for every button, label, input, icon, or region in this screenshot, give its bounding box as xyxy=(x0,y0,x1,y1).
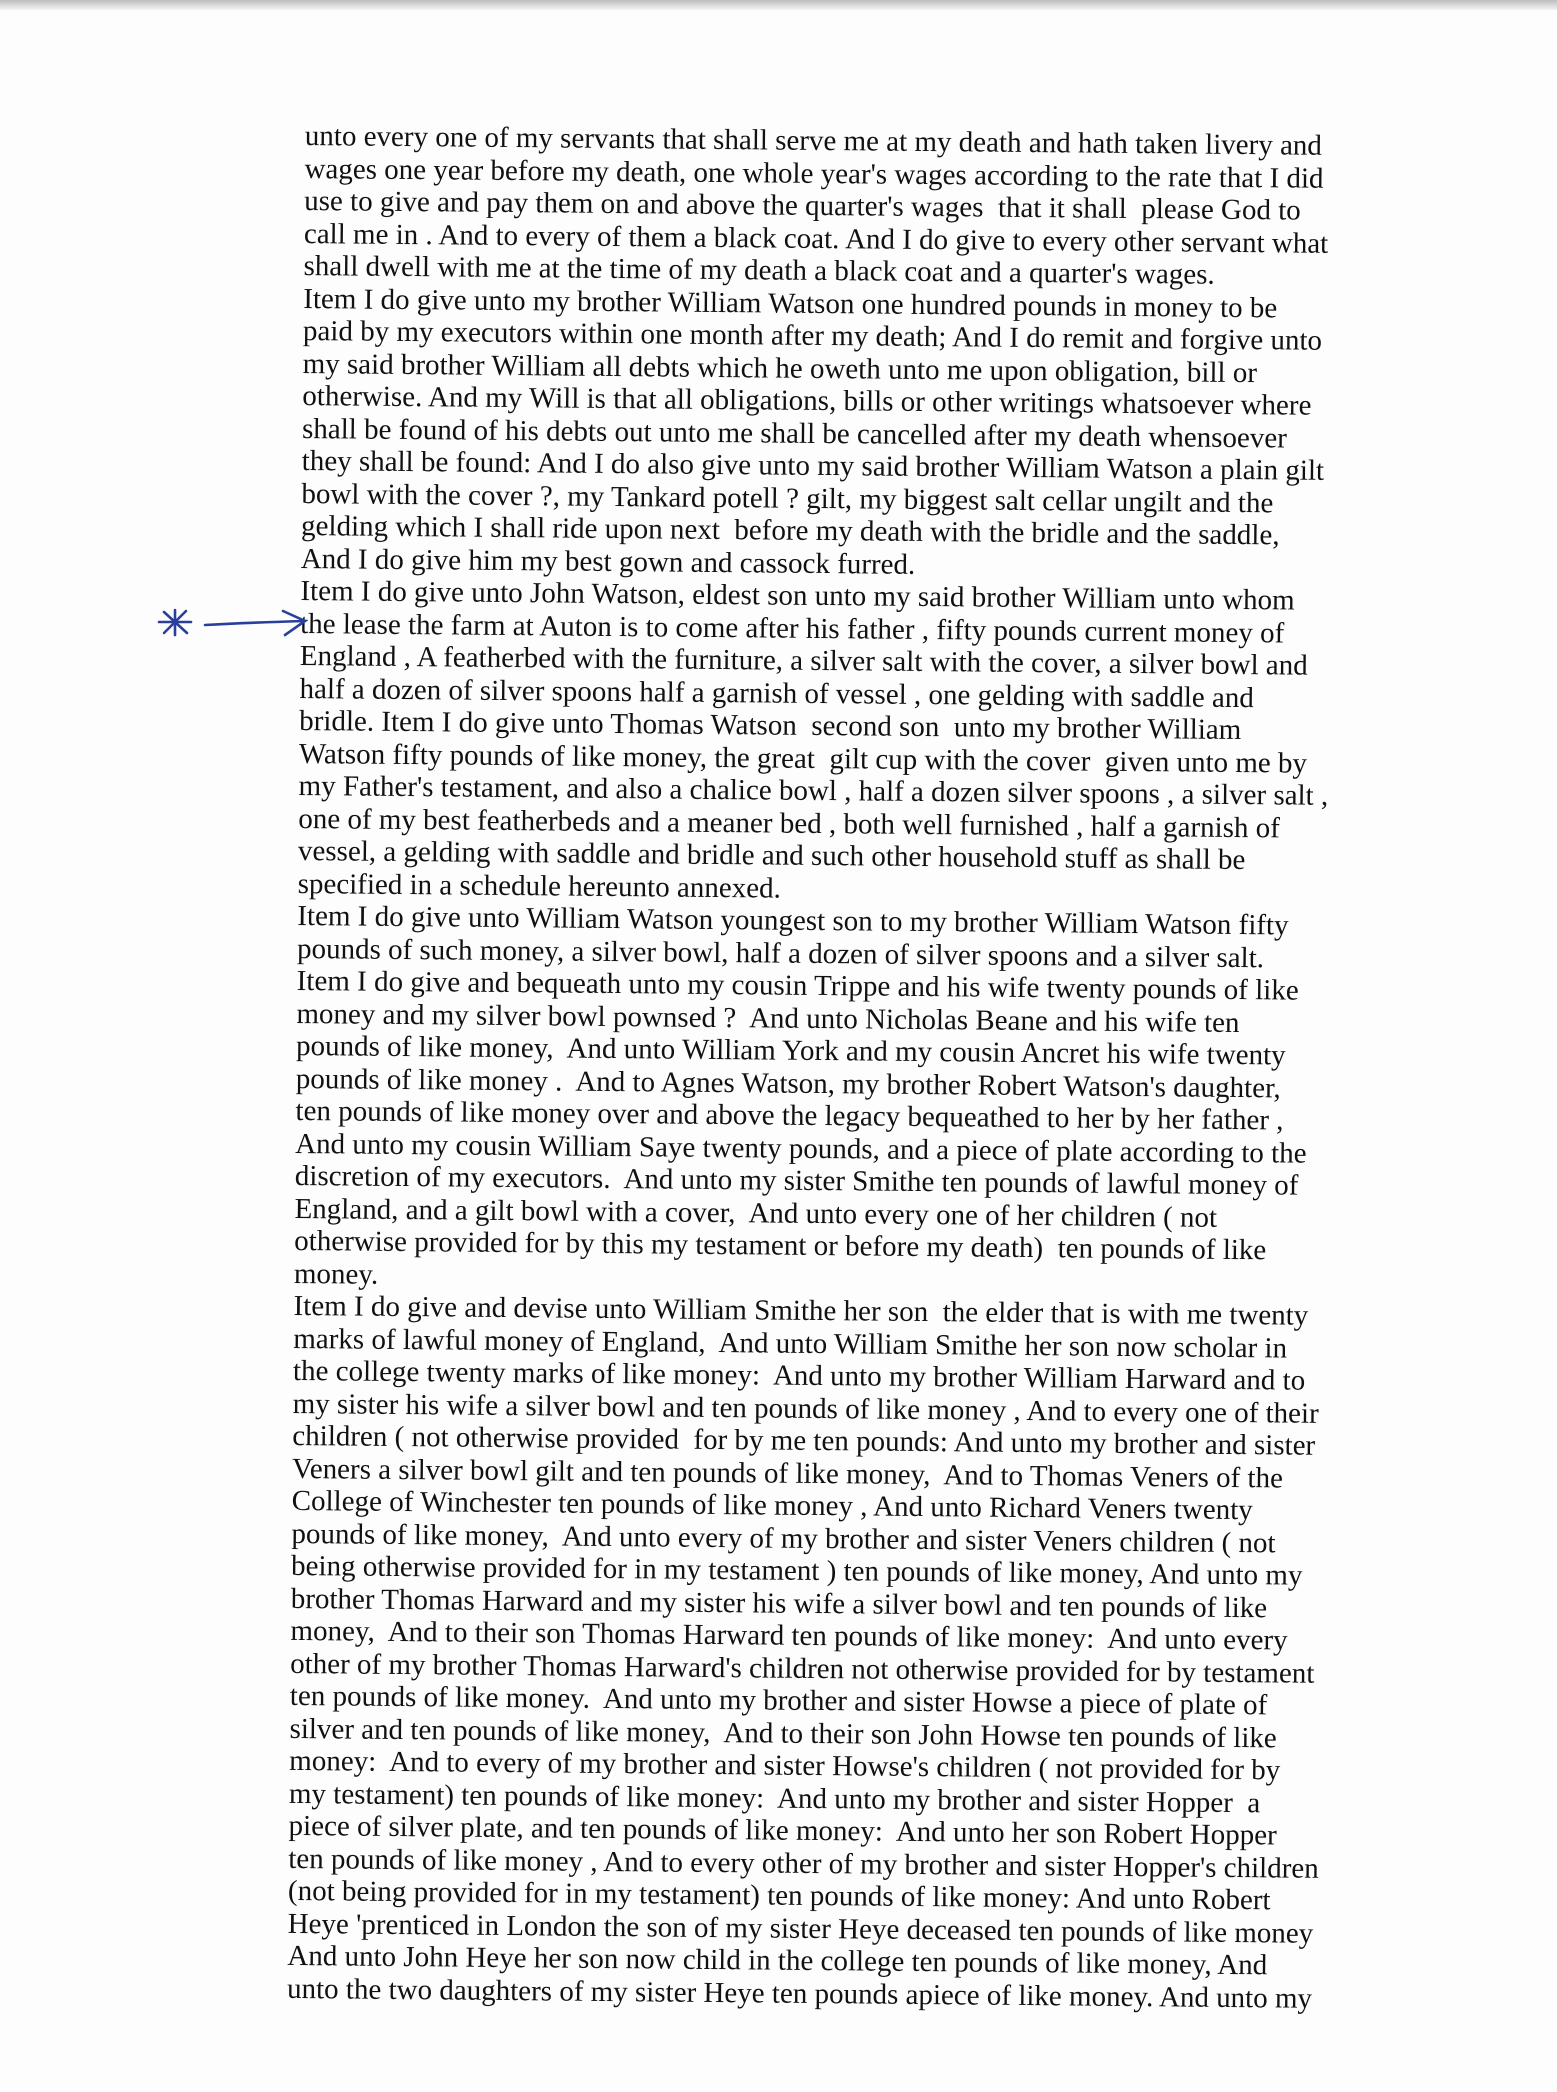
scan-top-edge xyxy=(0,0,1557,10)
paragraph-john-watson: Item I do give unto John Watson, eldest son unto my said brother William unto whom the lease the farm at Auton is to come after his father , fifty pounds current money of England , A featherbed with the furniture, a silver salt with the cover, a silver bowl and half a dozen of silver spoons half a garnish of vessel , one gelding with saddle and bridle. Item I do give unto Thomas Watson second son unto my brother William Watson fifty pounds of like money, the great gilt cup with the cover given unto me by my Father's testament, and also a chalice bowl , half a dozen silver spoons , a silver salt , one of my best featherbeds and a meaner bed , both well furnished , half a garnish of vessel, a gelding with saddle and bridle and such other household stuff as shall be specified in a schedule hereunto annexed. xyxy=(297,574,1329,905)
paragraph-william-smithe: Item I do give and devise unto William Smithe her son the elder that is with me twenty marks of lawful money of England, And unto William Smithe her son now scholar in the college twenty marks of like money: And unto my brother William Harward and to my sister his wife a silver bowl and ten pounds of like money , And to every one of their children ( not otherwise provided for by me ten pounds: And unto my brother and sister Veners a silver bowl gilt and ten pounds of like money, And to Thomas Veners of the College of Winchester ten pounds of like money , And unto Richard Veners twenty pounds of like money, And unto every of my brother and sister Veners children ( not being otherwise provided for in my testament ) ten pounds of like money, And unto my brother Thomas Harward and my sister his wife a silver bowl and ten pounds of like money, And to their son Thomas Harward ten pounds of like money: And unto every other of my brother Thomas Harward's children not otherwise provided for by testament ten pounds of like money. And unto my brother and sister Howse a piece of plate of silver and ten pounds of like money, And to their son John Howse ten pounds of like money: And to every of my brother and sister Howse's children ( not provided for by my testament) ten pounds of like money: And unto my brother and sister Hopper a piece of silver plate, and ten pounds of like money: And unto her son Robert Hopper ten pounds of like money , And to every other of my brother and sister Hopper's children (not being provided for in my testament) ten pounds of like money: And unto Robert Heye 'prenticed in London the son of my sister Heye deceased ten pounds of like money And unto John Heye her son now child in the college ten pounds of like money, And unto the two daughters of my sister Heye ten pounds apiece of like money. And unto my xyxy=(286,1289,1319,2015)
paragraph-youngest-son: Item I do give unto William Watson youngest son to my brother William Watson fifty pounds of such money, a silver bowl, half a dozen of silver spoons and a silver salt. Item I do give and bequeath unto my cousin Trippe and his wife twenty pounds of like money and my silver bowl pownsed ? And unto Nicholas Beane and his wife ten pounds of like money, And unto William York and my cousin Ancret his wife twenty pounds of like money . And to Agnes Watson, my brother Robert Watson's daughter, ten pounds of like money over and above the legacy bequeathed to her by her father , And unto my cousin William Saye twenty pounds, and a piece of plate according to the discretion of my executors. And unto my sister Smithe ten pounds of lawful money of England, and a gilt bowl with a cover, And unto every one of her children ( not otherwise provided for by this my testament or before my death) ten pounds of like money. xyxy=(293,899,1307,1291)
paragraph-william-watson: Item I do give unto my brother William Watson one hundred pounds in money to be paid by my executors within one month after my death; And I do remit and forgive unto my said brother William all debts which he oweth unto me upon obligation, bill or otherwise. And my Will is that all obligations, bills or other writings whatsoever where shall be found of his debts out unto me shall be cancelled after my death whensoever they shall be found: And I do also give unto my said brother William Watson a plain gilt bowl with the cover ?, my Tankard potell ? gilt, my biggest salt cellar ungilt and the gelding which I shall ride upon next before my death with the bridle and the saddle, And I do give him my best gown and cassock furred. xyxy=(300,282,1325,581)
document-body xyxy=(287,120,1545,2017)
paragraph-servants-wages: unto every one of my servants that shall serve me at my death and hath taken livery and wages one year before my death, one whole year's wages according to the rate that I did use to give and pay them on and above the quarter's wages that it shall please God to call me in . And to every of them a black coat. And I do give to every other servant what shall dwell with me at the time of my death a black coat and a quarter's wages. xyxy=(303,120,1329,291)
handwritten-asterisk-arrow-icon xyxy=(155,604,315,644)
